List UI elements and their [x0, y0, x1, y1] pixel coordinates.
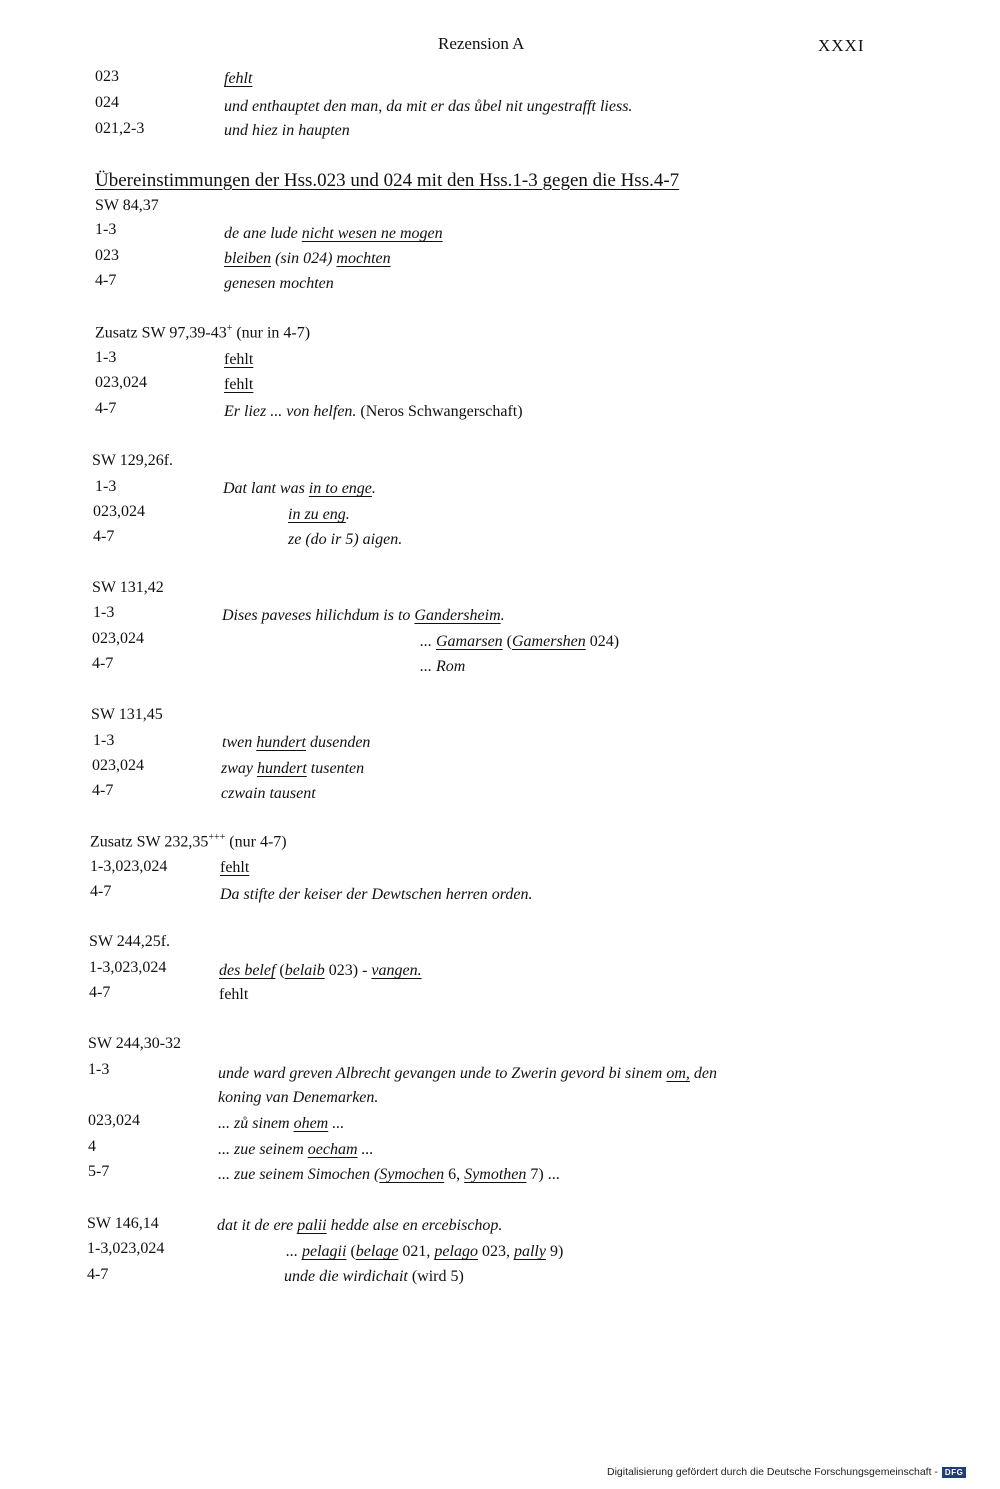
row-text: unde die wirdichait (wird 5): [284, 1268, 464, 1285]
entry-title: SW 131,42: [92, 579, 164, 596]
row-label: 023,024: [92, 757, 144, 774]
row-text: ... zů sinem ohem ...: [218, 1115, 345, 1132]
row-label: 1-3: [95, 349, 117, 366]
row-text: czwain tausent: [221, 785, 316, 802]
row-label: 4-7: [95, 272, 117, 289]
row-label: 023,024: [95, 374, 147, 391]
row-text: fehlt: [220, 859, 250, 876]
entry-title: SW 244,30-32: [88, 1035, 182, 1052]
row-label: 5-7: [88, 1163, 110, 1180]
row-text: Dises paveses hilichdum is to Gandersheim.: [222, 607, 505, 624]
row-text: fehlt: [219, 986, 249, 1003]
row-text: genesen mochten: [224, 275, 334, 292]
row-text: und enthauptet den man, da mit er das ůbel nit ungestrafft liess.: [224, 98, 633, 115]
row-label: 4-7: [92, 655, 114, 672]
row-text: ... Gamarsen (Gamershen 024): [420, 633, 620, 650]
row-text: in zu eng.: [288, 506, 350, 523]
entry-title: Zusatz SW 232,35+++ (nur 4-7): [90, 832, 287, 851]
row-label: 4-7: [92, 782, 114, 799]
row-label: 4-7: [89, 984, 111, 1001]
row-label: 1-3: [93, 604, 115, 621]
row-text: ze (do ir 5) aigen.: [288, 531, 403, 548]
row-label: 023: [95, 247, 119, 264]
row-text: ... zue seinem Simochen (Symochen 6, Symothen 7) ...: [218, 1166, 560, 1183]
row-text-continued: koning van Denemarken.: [218, 1089, 379, 1106]
footer-text: Digitalisierung gefördert durch die Deutsche Forschungsgemeinschaft -: [607, 1466, 938, 1478]
row-label: 023,024: [92, 630, 144, 647]
row-text: fehlt: [224, 376, 254, 393]
row-text: ... pelagii (belage 021, pelago 023, pally 9): [286, 1243, 564, 1260]
row-text: bleiben (sin 024) mochten: [224, 250, 391, 267]
row-text: unde ward greven Albrecht gevangen unde to Zwerin gevord bi sinem om, den: [218, 1065, 718, 1082]
row-text: Da stifte der keiser der Dewtschen herren orden.: [220, 886, 533, 903]
row-text: fehlt: [224, 70, 253, 87]
row-text: ... zue seinem oecham ...: [218, 1141, 374, 1158]
dfg-logo: DFG: [942, 1467, 966, 1478]
row-label: 1-3: [95, 478, 117, 495]
row-text: de ane lude nicht wesen ne mogen: [224, 225, 443, 242]
row-text: Er liez ... von helfen. (Neros Schwangerschaft): [224, 403, 523, 420]
row-label: 4-7: [93, 528, 115, 545]
row-text: ... Rom: [420, 658, 466, 675]
row-label: 1-3,023,024: [87, 1240, 165, 1257]
row-label: 024: [95, 94, 119, 111]
row-label: 4-7: [90, 883, 112, 900]
entry-title: SW 129,26f.: [92, 452, 174, 469]
entry-title: SW 146,14: [87, 1215, 159, 1232]
row-label: 1-3: [93, 732, 115, 749]
row-label: 023,024: [88, 1112, 140, 1129]
section-heading: Übereinstimmungen der Hss.023 und 024 mit den Hss.1-3 gegen die Hss.4-7: [95, 170, 680, 191]
row-text: des belef (belaib 023) - vangen.: [219, 962, 422, 979]
row-text: und hiez in haupten: [224, 122, 350, 139]
row-text: Dat lant was in to enge.: [223, 480, 376, 497]
row-text: zway hundert tusenten: [221, 760, 365, 777]
row-label: 023,024: [93, 503, 145, 520]
row-label: 1-3,023,024: [90, 858, 168, 875]
row-text: twen hundert dusenden: [222, 734, 371, 751]
row-label: 1-3: [95, 221, 117, 238]
entry-title: SW 244,25f.: [89, 933, 171, 950]
row-label: 4: [88, 1138, 96, 1155]
row-label: 4-7: [87, 1266, 109, 1283]
row-label: 1-3,023,024: [89, 959, 167, 976]
entry-title-text: dat it de ere palii hedde alse en ercebischop.: [217, 1217, 503, 1234]
digitization-footer: [607, 1466, 966, 1478]
row-label: 4-7: [95, 400, 117, 417]
row-text: fehlt: [224, 351, 254, 368]
row-label: 1-3: [88, 1061, 110, 1078]
entry-title: Zusatz SW 97,39-43+ (nur in 4-7): [95, 323, 311, 342]
entry-title: SW 131,45: [91, 706, 163, 723]
running-title: Rezension A: [438, 34, 525, 53]
row-label: 021,2-3: [95, 120, 145, 137]
entry-title: SW 84,37: [95, 197, 159, 214]
row-label: 023: [95, 68, 119, 85]
page-number: XXXI: [818, 36, 865, 55]
